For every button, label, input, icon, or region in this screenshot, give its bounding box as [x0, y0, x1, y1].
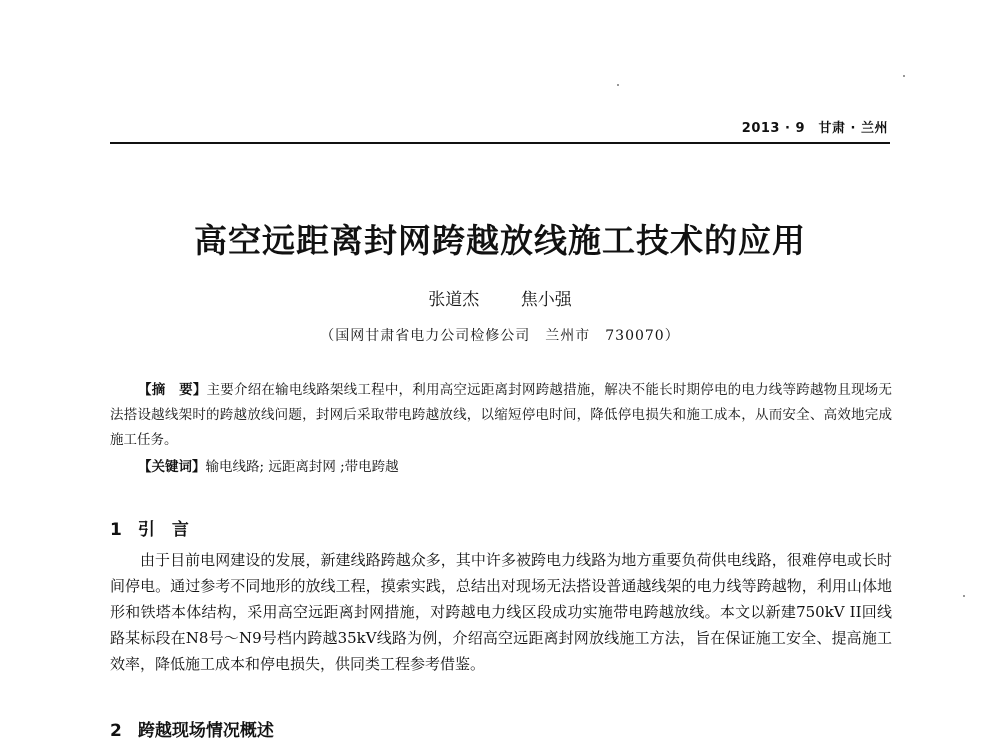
author-name: 张道杰 — [428, 290, 480, 310]
abstract — [110, 378, 892, 453]
section-number: 2 — [110, 721, 122, 741]
scan-speck — [903, 75, 905, 77]
scan-speck — [963, 595, 965, 597]
affiliation: （国网甘肃省电力公司检修公司 兰州市 730070） — [320, 328, 680, 344]
section-title: 引 言 — [137, 520, 189, 540]
author-name: 焦小强 — [520, 290, 572, 310]
section-heading — [110, 716, 274, 741]
keywords-label: 【关键词】 — [138, 459, 206, 475]
section-number: 1 — [110, 520, 122, 540]
section-heading — [110, 515, 189, 540]
scan-speck — [617, 84, 619, 86]
section-body: 由于目前电网建设的发展，新建线路跨越众多，其中许多被跨电力线路为地方重要负荷供电线路，很难停电或长时间停电。通过参考不同地形的放线工程，摸索实践，总结出对现场无法搭设普通越线架的电力线等跨越物，利用山体地形和铁塔本体结构，采用高空远距离封网措施，对跨越电力线区段成功实施带电跨越放线。本文以新建750kV II回线路某标段在N8号～N9号档内跨越35kV线路为例，介绍高空远距离封网放线施工方法，旨在保证施工安全、提高施工效率，降低施工成本和停电损失，供同类工程参考借鉴。 — [110, 551, 892, 673]
keywords-text: 输电线路; 远距离封网 ;带电跨越 — [205, 459, 399, 475]
abstract-text: 主要介绍在输电线路架线工程中，利用高空远距离封网跨越措施，解决不能长时期停电的电力线等跨越物且现场无法搭设越线架时的跨越放线问题，封网后采取带电跨越放线，以缩短停电时间，降低停电损失和施工成本，从而安全、高效地完成施工任务。 — [110, 382, 893, 448]
keywords — [138, 455, 399, 475]
abstract-label: 【摘 要】 — [138, 382, 207, 398]
section-title: 跨越现场情况概述 — [137, 721, 274, 741]
header-issue-info: 2013 · 9 甘肃 · 兰州 — [741, 121, 888, 136]
paper-title: 高空远距离封网跨越放线施工技术的应用 — [194, 221, 806, 260]
header-rule — [110, 142, 890, 144]
author-list — [0, 285, 1000, 310]
